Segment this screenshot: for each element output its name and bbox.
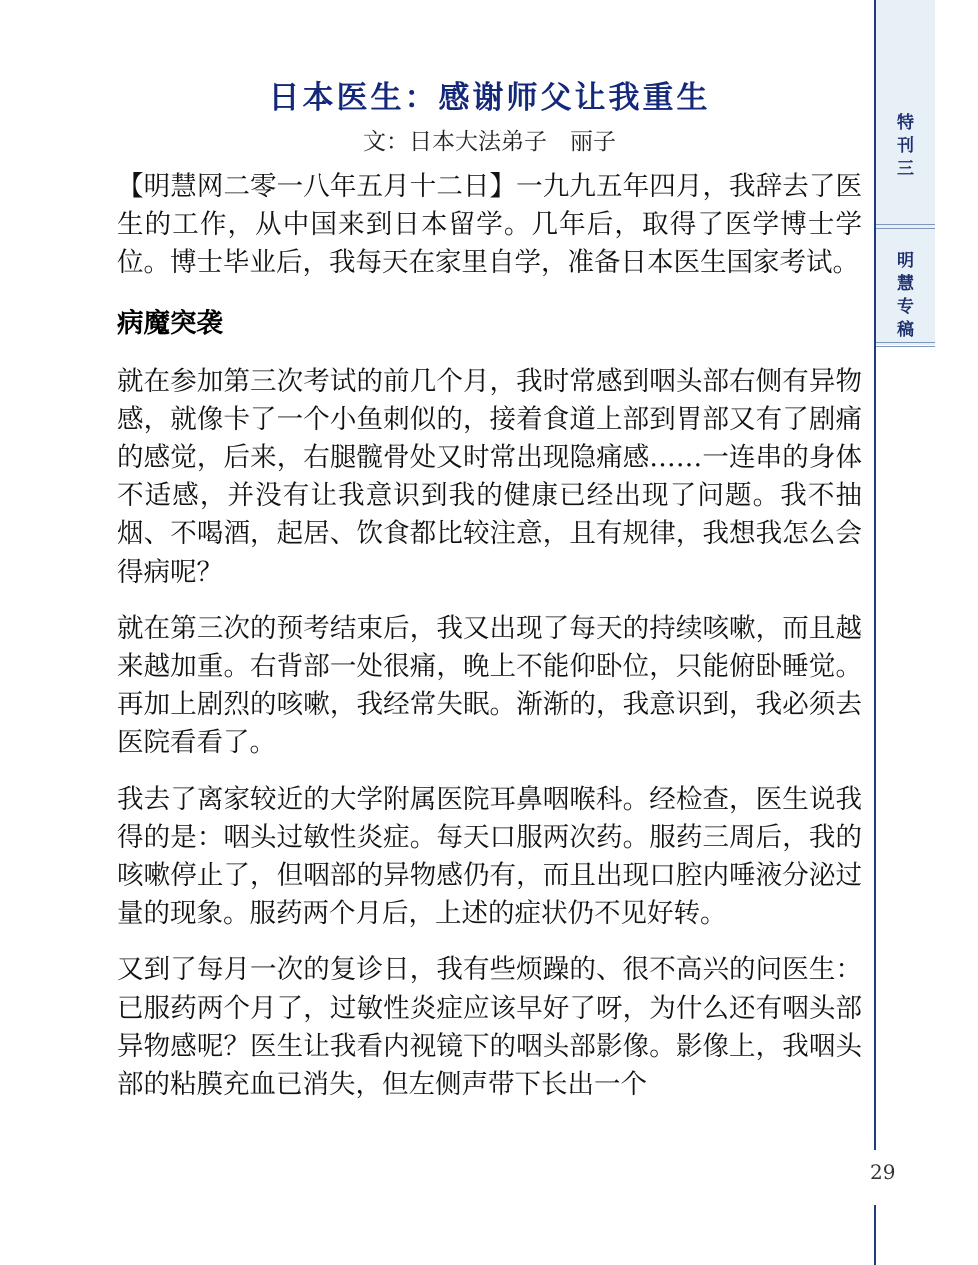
sidebar-rule-bottom [874,1205,876,1265]
sidebar-tab-minghui-feature[interactable] [876,250,935,342]
tab-char: 明 [897,251,914,271]
tab-divider [876,342,935,347]
page-number: 29 [870,1160,896,1184]
paragraph: 又到了每月一次的复诊日，我有些烦躁的、很不高兴的问医生：已服药两个月了，过敏性炎症应该早好了呀，为什么还有咽头部异物感呢？医生让我看内视镜下的咽头部影像。影像上，我咽头部的粘膜充血已消失，但左侧声带下长出一个 [117,954,862,1101]
tab-char: 三 [897,159,914,179]
tab-char: 慧 [897,274,914,294]
section-sidebar [874,0,935,1265]
tab-char: 专 [897,297,914,317]
tab-char: 稿 [897,320,914,340]
paragraph: 就在第三次的预考结束后，我又出现了每天的持续咳嗽，而且越来越加重。右背部一处很痛，晚上不能仰卧位，只能俯卧睡觉。再加上剧烈的咳嗽，我经常失眠。渐渐的，我意识到，我必须去医院看看了。 [117,612,862,759]
section-heading: 病魔突袭 [117,307,223,339]
article-byline: 文：日本大法弟子 丽子 [363,129,616,155]
paragraph: 我去了离家较近的大学附属医院耳鼻咽喉科。经检查，医生说我得的是：咽头过敏性炎症。每天口服两次药。服药三周后，我的咳嗽停止了，但咽部的异物感仍有，而且出现口腔内唾液分泌过量的现象。服药两个月后，上述的症状仍不见好转。 [117,783,862,930]
tab-divider [876,224,935,229]
tab-char: 刊 [897,136,914,156]
paragraph: 就在参加第三次考试的前几个月，我时常感到咽头部右侧有异物感，就像卡了一个小鱼刺似的，接着食道上部到胃部又有了剧痛的感觉，后来，右腿髋骨处又时常出现隐痛感……一连串的身体不适感，并没有让我意识到我的健康已经出现了问题。我不抽烟、不喝酒，起居、饮食都比较注意，且有规律，我想我怎么会得病呢？ [117,365,862,588]
sidebar-tab-special-issue[interactable] [876,112,935,181]
tab-char: 特 [897,113,914,133]
article [117,70,862,1104]
article-intro: 【明慧网二零一八年五月十二日】一九九五年四月，我辞去了医生的工作，从中国来到日本留学。几年后，取得了医学博士学位。博士毕业后，我每天在家里自学，准备日本医生国家考试。 [117,171,862,279]
article-title: 日本医生：感谢师父让我重生 [268,80,711,116]
